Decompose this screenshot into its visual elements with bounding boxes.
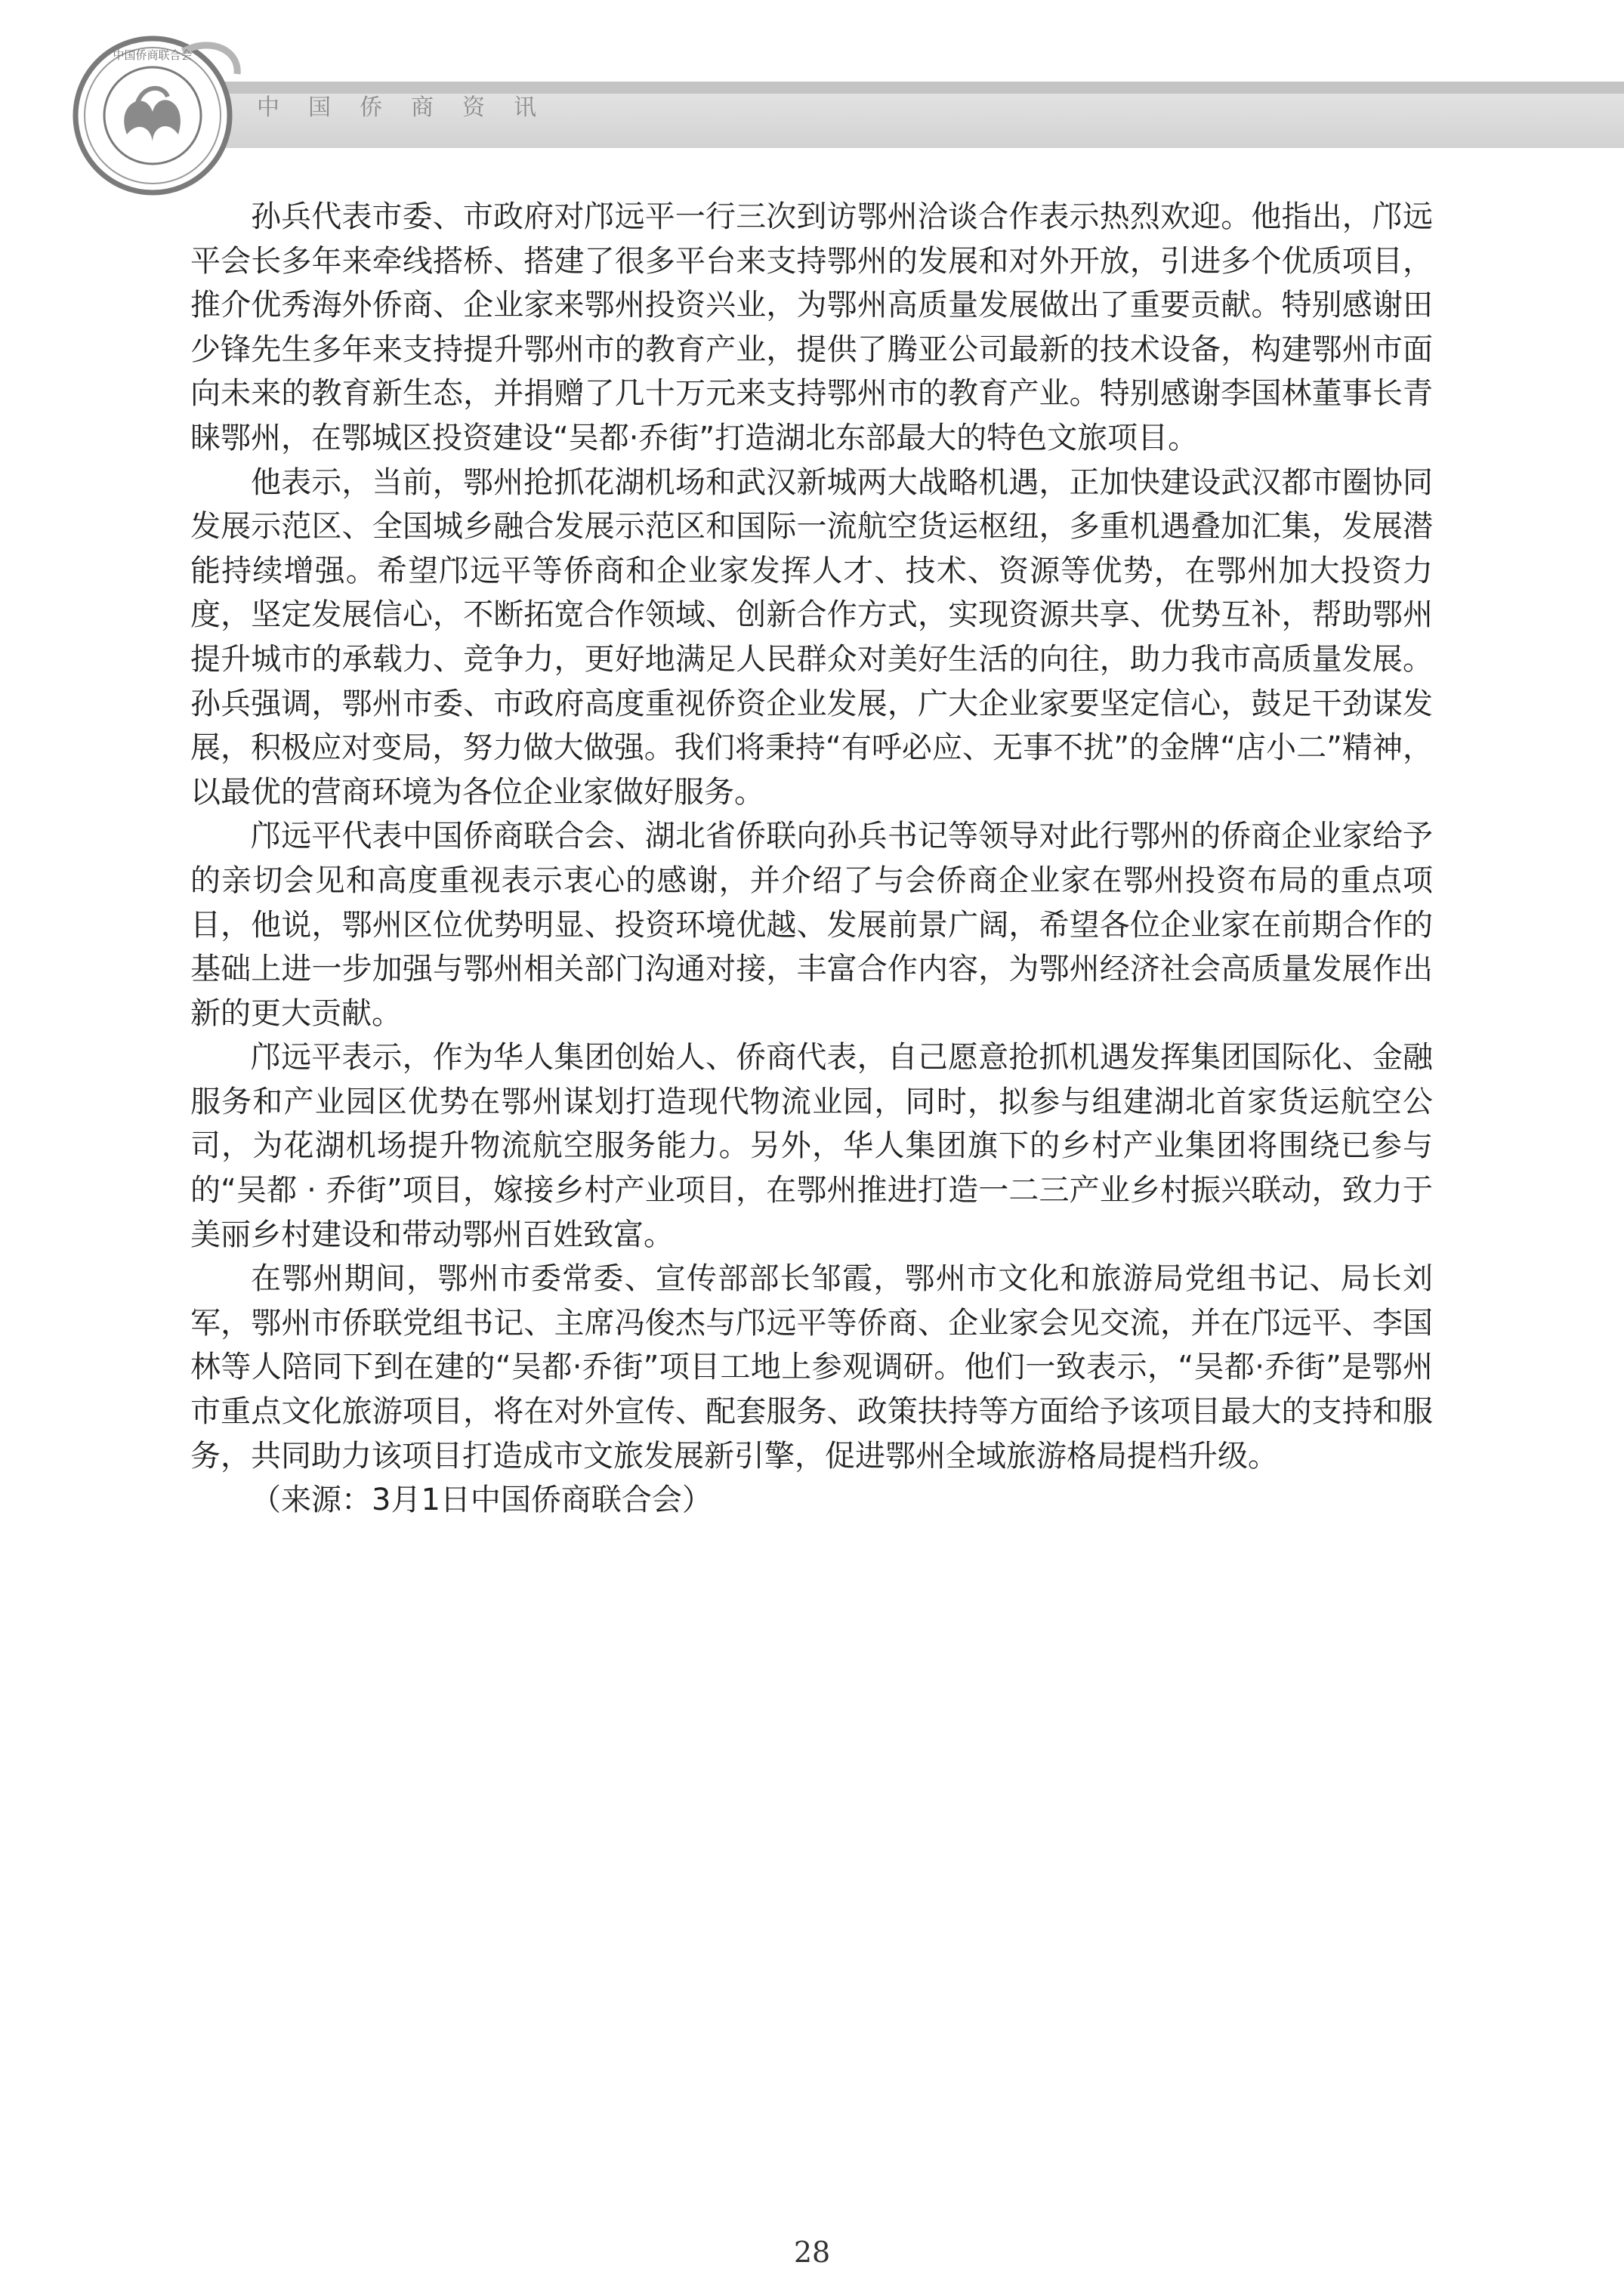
paragraph-2: 他表示，当前，鄂州抢抓花湖机场和武汉新城两大战略机遇，正加快建设武汉都市圈协同发展示范区、全国城乡融合发展示范区和国际一流航空货运枢纽，多重机遇叠加汇集，发展潜能持续增强。希望邝远平等侨商和企业家发挥人才、技术、资源等优势，在鄂州加大投资力度，坚定发展信心，不断拓宽合作领域、创新合作方式，实现资源共享、优势互补，帮助鄂州提升城市的承载力、竞争力，更好地满足人民群众对美好生活的向往，助力我市高质量发展。孙兵强调，鄂州市委、市政府高度重视侨资企业发展，广大企业家要坚定信心，鼓足干劲谋发展，积极应对变局，努力做大做强。我们将秉持“有呼必应、无事不扰”的金牌“店小二”精神，以最优的营商环境为各位企业家做好服务。 [190, 464, 1433, 810]
source-citation: （来源：3月1日中国侨商联合会） [251, 1483, 712, 1518]
paragraph-4: 邝远平表示，作为华人集团创始人、侨商代表，自己愿意抢抓机遇发挥集团国际化、金融服务和产业园区优势在鄂州谋划打造现代物流业园，同时，拟参与组建湖北首家货运航空公司，为花湖机场提升物流航空服务能力。另外，华人集团旗下的乡村产业集团将围绕已参与的“吴都 · 乔街”项目，嫁接乡村产业项目，在鄂州推进打造一二三产业乡村振兴联动，致力于美丽乡村建设和带动鄂州百姓致富。 [190, 1040, 1433, 1252]
paragraph-1: 孙兵代表市委、市政府对邝远平一行三次到访鄂州洽谈合作表示热烈欢迎。他指出，邝远平会长多年来牵线搭桥、搭建了很多平台来支持鄂州的发展和对外开放，引进多个优质项目，推介优秀海外侨商、企业家来鄂州投资兴业，为鄂州高质量发展做出了重要贡献。特别感谢田少锋先生多年来支持提升鄂州市的教育产业，提供了腾亚公司最新的技术设备，构建鄂州市面向未来的教育新生态，并捐赠了几十万元来支持鄂州市的教育产业。特别感谢李国林董事长青睐鄂州，在鄂城区投资建设“吴都·乔街”打造湖北东部最大的特色文旅项目。 [190, 199, 1433, 455]
paragraph-5: 在鄂州期间，鄂州市委常委、宣传部部长邹霞，鄂州市文化和旅游局党组书记、局长刘军，鄂州市侨联党组书记、主席冯俊杰与邝远平等侨商、企业家会见交流，并在邝远平、李国林等人陪同下到在建的“吴都·乔街”项目工地上参观调研。他们一致表示，“吴都·乔街”是鄂州市重点文化旅游项目，将在对外宣传、配套服务、政策扶持等方面给予该项目最大的支持和服务，共同助力该项目打造成市文旅发展新引擎，促进鄂州全域旅游格局提档升级。 [190, 1261, 1433, 1474]
header-title: 中国侨商资讯 [257, 94, 565, 121]
logo-text: 中国侨商联合会 [113, 48, 193, 62]
page-number: 28 [793, 2236, 831, 2269]
logo [62, 21, 243, 202]
article-body [190, 195, 1433, 1523]
paragraph-3: 邝远平代表中国侨商联合会、湖北省侨联向孙兵书记等领导对此行鄂州的侨商企业家给予的亲切会见和高度重视表示衷心的感谢，并介绍了与会侨商企业家在鄂州投资布局的重点项目，他说，鄂州区位优势明显、投资环境优越、发展前景广阔，希望各位企业家在前期合作的基础上进一步加强与鄂州相关部门沟通对接，丰富合作内容，为鄂州经济社会高质量发展作出新的更大贡献。 [190, 819, 1433, 1031]
